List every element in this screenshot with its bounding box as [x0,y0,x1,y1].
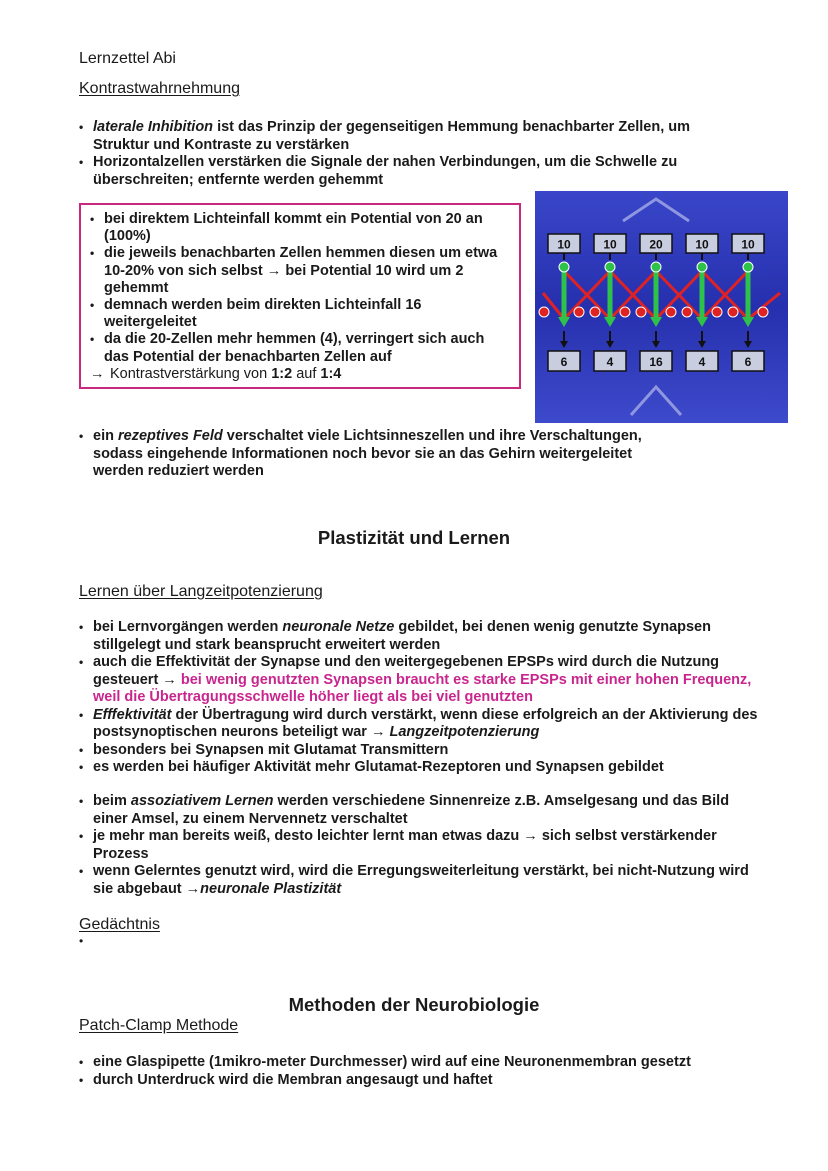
input-value: 10 [695,237,709,252]
patch-clamp-list [79,1054,759,1089]
list-item [79,828,759,863]
list-item-text: eine Glaspipette (1mikro-meter Durchmesser) wird auf eine Neuronenmembran gesetzt [93,1054,691,1070]
section-heading-gedaechtnis: Gedächtnis [79,916,160,933]
highlighted-text: bei wenig genutzten Synapsen braucht es starke EPSPs mit einer hohen Frequenz, weil die Übertragungsschwelle höher liegt als bei viel genutzten [93,671,752,705]
page-title: Lernzettel Abi [79,50,176,67]
list-item-text: bei direktem Lichteinfall kommt ein Potential von 20 an (100%) [104,211,483,245]
conclusion-line [90,366,511,384]
section-heading-kontrast: Kontrastwahrnehmung [79,80,240,97]
term-assoziatives-lernen: assoziativem Lernen [130,793,274,809]
list-item-text: gebildet, bei denen wenig genutzte Synapsen stillgelegt und stark beansprucht erweitert werden [93,619,711,653]
list-item [79,619,759,654]
list-item-text: da die 20-Zellen mehr hemmen (4), verringert sich auch das Potential der benachbarten Zellen auf [104,331,485,365]
input-value: 20 [649,237,663,252]
kontrast-list [79,119,719,189]
receptive-field-list [79,428,679,481]
list-item-text: werden verschiedene Sinnenreize z.B. Amselgesang und das Bild einer Amsel, zu einem Nervennetz verschaltet [93,793,730,827]
list-item [79,654,759,707]
output-value: 6 [744,355,752,369]
term-neuronale-netze: neuronale Netze [282,619,395,635]
list-item [79,707,759,742]
list-item-text: verschaltet viele Lichtsinneszellen und ihre Verschaltungen, sodass eingehende Informationen noch bevor sie an das Gehirn weitergeleitet werden reduziert werden [93,428,642,479]
list-item [79,1072,759,1090]
list-item-text: je mehr man bereits weiß, desto leichter lernt man etwas dazu → sich selbst verstärkender Prozess [93,828,717,862]
term-effektivitaet: Efffektivität [93,706,172,723]
term-langzeitpotenzierung: Langzeitpotenzierung [389,724,540,740]
list-item [90,245,511,297]
list-item [90,211,511,245]
list-item-text: die jeweils benachbarten Zellen hemmen diesen um etwa 10-20% von sich selbst → bei Potential 10 wird um 2 gehemmt [104,245,498,296]
arrow-icon: → [90,365,105,382]
conclusion-text: Kontrastverstärkung von [110,365,272,382]
output-value: 4 [698,355,706,369]
output-boxes [548,351,764,371]
input-boxes [548,234,764,253]
list-item [90,331,511,365]
list-item-text: der Übertragung wird durch verstärkt, wenn diese erfolgreich an der Aktivierung des postsynoptischen neurons beteiligt war → [93,706,758,740]
section-title-methoden: Methoden der Neurobiologie [288,994,540,1015]
assoziativ-list [79,793,759,898]
list-item-text: wenn Gelerntes genutzt wird, wird die Erregungsweiterleitung verstärkt, bei nicht-Nutzung wird sie abgebaut → [93,863,749,897]
list-item [79,863,759,898]
list-item-text: ist das Prinzip der gegenseitigen Hemmung benachbarter Zellen, um Struktur und Kontraste zu verstärken [93,119,691,153]
lernen-list [79,619,759,777]
input-value: 10 [557,237,571,252]
section-title-plastizitaet: Plastizität und Lernen [317,527,511,548]
list-item-text: beim [93,793,131,809]
output-value: 4 [606,355,614,369]
list-item-text: es werden bei häufiger Aktivität mehr Glutamat-Rezeptoren und Synapsen gebildet [93,759,664,775]
list-item [79,759,759,777]
list-item-text: auch die Effektivität der Synapse und den weitergegebenen EPSPs wird durch die Nutzung gesteuert → [93,654,720,688]
lateral-inhibition-diagram [535,191,788,423]
list-item-text: Horizontalzellen verstärken die Signale der nahen Verbindungen, um die Schwelle zu überschreiten; entfernte werden gehemmt [93,154,678,188]
list-item-text: ein [93,428,118,444]
list-item [79,428,679,481]
term-rezeptives-feld: rezeptives Feld [117,428,223,444]
output-value: 16 [649,355,663,369]
list-item [79,742,759,760]
input-value: 10 [603,237,617,252]
section-heading-patch-clamp: Patch-Clamp Methode [79,1017,239,1034]
ratio-after: 1:4 [320,365,342,382]
list-item [79,1054,759,1072]
term-neuronale-plastizitaet: neuronale Plastizität [200,880,342,897]
input-value: 10 [741,237,755,252]
list-item [90,297,511,331]
list-item [79,154,719,189]
section-heading-lernen: Lernen über Langzeitpotenzierung [79,583,323,600]
list-item-text: durch Unterdruck wird die Membran angesaugt und haftet [93,1071,493,1088]
list-item-text: bei Lernvorgängen werden [93,619,283,635]
ratio-before: 1:2 [271,365,293,382]
list-item-text: demnach werden beim direkten Lichteinfall 16 weitergeleitet [104,297,422,331]
example-list [90,211,511,366]
list-item [79,119,719,154]
list-item [79,793,759,828]
output-value: 6 [560,355,568,369]
term-laterale-inhibition: laterale Inhibition [93,119,214,135]
list-item-text: besonders bei Synapsen mit Glutamat Transmittern [93,741,449,758]
example-box [79,203,521,389]
conclusion-mid: auf [292,365,321,382]
empty-bullet: • [79,934,84,948]
